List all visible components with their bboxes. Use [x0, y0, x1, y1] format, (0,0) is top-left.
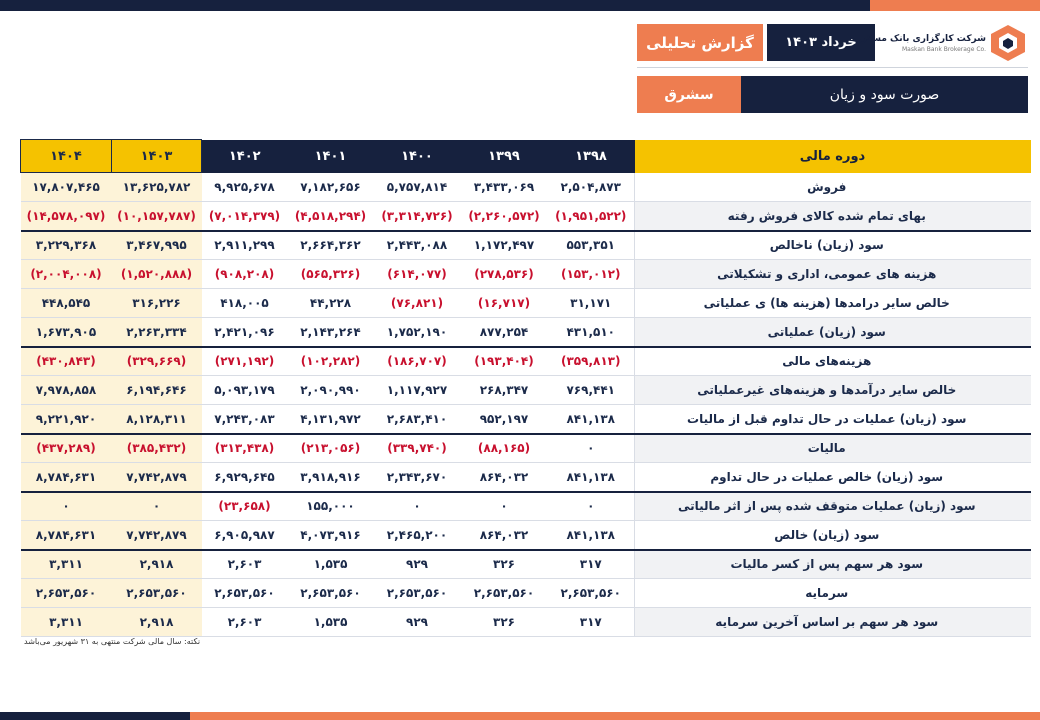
table-row-gross-profit	[21, 231, 1031, 260]
cell-value: (۱,۵۲۰,۸۸۸)	[112, 260, 202, 289]
cell-value: ۱,۷۵۲,۱۹۰	[374, 318, 461, 347]
row-label: سود (زیان) ناخالص	[635, 231, 1031, 260]
cell-value: ۲,۴۲۱,۰۹۶	[202, 318, 288, 347]
report-date-badge: خرداد ۱۴۰۳	[767, 24, 875, 61]
cell-value: (۱۴,۵۷۸,۰۹۷)	[21, 202, 112, 231]
row-label: فروش	[635, 173, 1031, 202]
cell-value: ۴,۱۳۱,۹۷۲	[288, 405, 374, 434]
cell-value: (۶۱۴,۰۷۷)	[374, 260, 461, 289]
table-row-tax	[21, 434, 1031, 463]
year-header-1402: ۱۴۰۲	[202, 140, 288, 173]
cell-value: ۱,۵۳۵	[288, 608, 374, 637]
cell-value: ۶,۱۹۴,۶۴۶	[112, 376, 202, 405]
cell-value: (۱۹۳,۴۰۴)	[461, 347, 548, 376]
cell-value: ۲,۹۱۸	[112, 550, 202, 579]
cell-value: ۲,۶۵۳,۵۶۰	[374, 579, 461, 608]
company-logo-text	[858, 33, 986, 53]
cell-value: ۲,۴۶۵,۲۰۰	[374, 521, 461, 550]
cell-value: (۳۱۳,۴۳۸)	[202, 434, 288, 463]
cell-value: (۵۶۵,۳۲۶)	[288, 260, 374, 289]
statement-title: صورت سود و زیان	[741, 76, 1028, 113]
top-accent-bar-navy	[0, 0, 870, 11]
cell-value: ۲,۰۹۰,۹۹۰	[288, 376, 374, 405]
cell-value: ۷,۹۷۸,۸۵۸	[21, 376, 112, 405]
cell-value: ۲,۶۶۴,۳۶۲	[288, 231, 374, 260]
cell-value: ۱۵۵,۰۰۰	[288, 492, 374, 521]
cell-value: ۸,۷۸۴,۶۳۱	[21, 463, 112, 492]
company-logo	[858, 20, 1028, 66]
row-label: سود (زیان) عملیات متوقف شده پس از اثر مالیاتی	[635, 492, 1031, 521]
table-row-eps-latest-capital	[21, 608, 1031, 637]
row-label: هزینه های عمومی، اداری و تشکیلاتی	[635, 260, 1031, 289]
row-label: بهای تمام شده کالای فروش رفته	[635, 202, 1031, 231]
cell-value: ۶,۹۰۵,۹۸۷	[202, 521, 288, 550]
company-name-en: Maskan Bank Brokerage Co.	[902, 45, 986, 53]
period-label-header: دوره مالی	[635, 140, 1031, 173]
cell-value: ۳,۳۱۱	[21, 550, 112, 579]
row-label: مالیات	[635, 434, 1031, 463]
cell-value: ۸۴۱,۱۳۸	[548, 463, 635, 492]
cell-value: ۲,۶۵۳,۵۶۰	[21, 579, 112, 608]
cell-value: ۲,۴۴۳,۰۸۸	[374, 231, 461, 260]
cell-value: (۳۵۹,۸۱۳)	[548, 347, 635, 376]
row-label: سود (زیان) خالص عملیات در حال تداوم	[635, 463, 1031, 492]
cell-value: ۰	[548, 492, 635, 521]
cell-value: (۴,۵۱۸,۲۹۴)	[288, 202, 374, 231]
cell-value: ۲,۶۰۳	[202, 608, 288, 637]
cell-value: ۹۲۹	[374, 550, 461, 579]
cell-value: (۴۳۷,۲۸۹)	[21, 434, 112, 463]
table-row-other-operating-income	[21, 289, 1031, 318]
table-row-cost-of-goods-sold	[21, 202, 1031, 231]
row-label: سرمایه	[635, 579, 1031, 608]
cell-value: ۹۵۲,۱۹۷	[461, 405, 548, 434]
cell-value: ۸۴۱,۱۳۸	[548, 405, 635, 434]
row-label: خالص سایر درآمدها و هزینه‌های غیرعملیاتی	[635, 376, 1031, 405]
year-header-1399: ۱۳۹۹	[461, 140, 548, 173]
year-header-1403: ۱۴۰۳	[112, 140, 202, 173]
cell-value: ۰	[548, 434, 635, 463]
cell-value: ۳۱۷	[548, 550, 635, 579]
cell-value: ۵۵۳,۳۵۱	[548, 231, 635, 260]
cell-value: ۲,۶۵۳,۵۶۰	[112, 579, 202, 608]
cell-value: (۱۰۲,۲۸۲)	[288, 347, 374, 376]
cell-value: (۸۸,۱۶۵)	[461, 434, 548, 463]
income-statement-table	[20, 139, 1031, 637]
year-header-1400: ۱۴۰۰	[374, 140, 461, 173]
ticker-badge: سشرق	[637, 76, 741, 113]
cell-value: ۳۱۶,۲۲۶	[112, 289, 202, 318]
table-row-operating-profit	[21, 318, 1031, 347]
cell-value: (۲۳,۶۵۸)	[202, 492, 288, 521]
cell-value: (۱۶,۷۱۷)	[461, 289, 548, 318]
cell-value: ۳,۴۳۳,۰۶۹	[461, 173, 548, 202]
year-header-1401: ۱۴۰۱	[288, 140, 374, 173]
cell-value: (۱۸۶,۷۰۷)	[374, 347, 461, 376]
cell-value: ۳,۹۱۸,۹۱۶	[288, 463, 374, 492]
cell-value: ۳۲۶	[461, 608, 548, 637]
company-logo-icon	[988, 23, 1028, 63]
cell-value: ۳۲۶	[461, 550, 548, 579]
cell-value: ۵,۷۵۷,۸۱۴	[374, 173, 461, 202]
cell-value: ۲,۹۱۸	[112, 608, 202, 637]
year-header-1404: ۱۴۰۴	[21, 140, 112, 173]
cell-value: ۶,۹۲۹,۶۴۵	[202, 463, 288, 492]
cell-value: ۴۴۸,۵۴۵	[21, 289, 112, 318]
table-row-finance-costs	[21, 347, 1031, 376]
cell-value: ۰	[21, 492, 112, 521]
cell-value: ۲,۶۵۳,۵۶۰	[461, 579, 548, 608]
cell-value: (۲,۲۶۰,۵۷۲)	[461, 202, 548, 231]
row-label: سود (زیان) خالص	[635, 521, 1031, 550]
table-row-continuing-net-profit	[21, 463, 1031, 492]
cell-value: (۲۷۸,۵۳۶)	[461, 260, 548, 289]
cell-value: ۷,۲۴۳,۰۸۳	[202, 405, 288, 434]
cell-value: (۱,۹۵۱,۵۲۲)	[548, 202, 635, 231]
cell-value: ۸,۷۸۴,۶۳۱	[21, 521, 112, 550]
table-header-row	[21, 140, 1031, 173]
row-label: سود هر سهم بر اساس آخرین سرمایه	[635, 608, 1031, 637]
cell-value: ۱,۵۳۵	[288, 550, 374, 579]
cell-value: (۳۸۵,۴۳۲)	[112, 434, 202, 463]
cell-value: ۳,۴۶۷,۹۹۵	[112, 231, 202, 260]
cell-value: ۹,۹۲۵,۶۷۸	[202, 173, 288, 202]
cell-value: ۸,۱۲۸,۳۱۱	[112, 405, 202, 434]
table-row-capital	[21, 579, 1031, 608]
cell-value: ۵,۰۹۳,۱۷۹	[202, 376, 288, 405]
cell-value: ۲,۵۰۴,۸۷۳	[548, 173, 635, 202]
cell-value: ۱,۱۱۷,۹۲۷	[374, 376, 461, 405]
cell-value: ۳,۲۲۹,۳۶۸	[21, 231, 112, 260]
cell-value: (۹۰۸,۲۰۸)	[202, 260, 288, 289]
report-type-badge: گزارش تحلیلی	[637, 24, 763, 61]
cell-value: (۳۳۹,۷۴۰)	[374, 434, 461, 463]
cell-value: ۹,۲۲۱,۹۲۰	[21, 405, 112, 434]
cell-value: ۸۶۴,۰۳۲	[461, 521, 548, 550]
cell-value: ۰	[374, 492, 461, 521]
row-label: سود (زیان) عملیات در حال تداوم قبل از مالیات	[635, 405, 1031, 434]
bottom-accent-bar-orange	[190, 712, 1040, 720]
cell-value: ۷۶۹,۴۴۱	[548, 376, 635, 405]
cell-value: ۸۶۴,۰۳۲	[461, 463, 548, 492]
cell-value: ۲,۲۶۳,۳۳۴	[112, 318, 202, 347]
cell-value: ۳۱,۱۷۱	[548, 289, 635, 318]
cell-value: ۲,۶۸۳,۴۱۰	[374, 405, 461, 434]
year-header-1398: ۱۳۹۸	[548, 140, 635, 173]
cell-value: ۴۱۸,۰۰۵	[202, 289, 288, 318]
row-label: سود (زیان) عملیاتی	[635, 318, 1031, 347]
cell-value: ۳,۳۱۱	[21, 608, 112, 637]
cell-value: ۴,۰۷۳,۹۱۶	[288, 521, 374, 550]
cell-value: ۰	[461, 492, 548, 521]
cell-value: ۹۲۹	[374, 608, 461, 637]
cell-value: ۲,۶۵۳,۵۶۰	[202, 579, 288, 608]
cell-value: (۳,۳۱۴,۷۲۶)	[374, 202, 461, 231]
bottom-accent-bar-navy	[0, 712, 190, 720]
table-row-non-operating-income	[21, 376, 1031, 405]
row-label: هزینه‌های مالی	[635, 347, 1031, 376]
company-name: شرکت کارگزاری بانک مسکن	[858, 33, 986, 44]
table-row-discontinued-operations	[21, 492, 1031, 521]
cell-value: ۸۷۷,۲۵۴	[461, 318, 548, 347]
cell-value: (۱۰,۱۵۷,۷۸۷)	[112, 202, 202, 231]
table-row-sales	[21, 173, 1031, 202]
cell-value: (۲۷۱,۱۹۲)	[202, 347, 288, 376]
cell-value: ۱,۱۷۲,۴۹۷	[461, 231, 548, 260]
cell-value: (۷۶,۸۲۱)	[374, 289, 461, 318]
cell-value: ۲,۶۰۳	[202, 550, 288, 579]
cell-value: (۲۱۳,۰۵۶)	[288, 434, 374, 463]
table-row-net-profit	[21, 521, 1031, 550]
cell-value: ۰	[112, 492, 202, 521]
table-row-profit-before-tax	[21, 405, 1031, 434]
cell-value: (۱۵۳,۰۱۲)	[548, 260, 635, 289]
row-label: سود هر سهم پس از کسر مالیات	[635, 550, 1031, 579]
table-row-eps	[21, 550, 1031, 579]
cell-value: ۱۳,۶۲۵,۷۸۲	[112, 173, 202, 202]
cell-value: ۲,۶۵۳,۵۶۰	[548, 579, 635, 608]
fiscal-year-note: نکته: سال مالی شرکت منتهی به ۳۱ شهریور می‌باشد	[24, 637, 201, 646]
top-accent-bar-orange	[870, 0, 1040, 11]
cell-value: ۲,۳۴۳,۶۷۰	[374, 463, 461, 492]
cell-value: ۷,۱۸۲,۶۵۶	[288, 173, 374, 202]
row-label: خالص سایر درامدها (هزینه ها) ی عملیاتی	[635, 289, 1031, 318]
cell-value: ۸۴۱,۱۳۸	[548, 521, 635, 550]
table-row-admin-expenses	[21, 260, 1031, 289]
cell-value: ۲,۹۱۱,۲۹۹	[202, 231, 288, 260]
cell-value: ۲,۶۵۳,۵۶۰	[288, 579, 374, 608]
cell-value: ۲,۱۴۳,۲۶۴	[288, 318, 374, 347]
cell-value: (۳۲۹,۶۶۹)	[112, 347, 202, 376]
cell-value: ۷,۷۴۲,۸۷۹	[112, 463, 202, 492]
cell-value: ۴۴,۲۲۸	[288, 289, 374, 318]
cell-value: ۱۷,۸۰۷,۴۶۵	[21, 173, 112, 202]
cell-value: ۱,۶۷۳,۹۰۵	[21, 318, 112, 347]
header-divider	[637, 67, 1028, 68]
cell-value: ۳۱۷	[548, 608, 635, 637]
cell-value: (۲,۰۰۴,۰۰۸)	[21, 260, 112, 289]
cell-value: ۴۳۱,۵۱۰	[548, 318, 635, 347]
cell-value: ۲۶۸,۳۴۷	[461, 376, 548, 405]
cell-value: ۷,۷۴۲,۸۷۹	[112, 521, 202, 550]
cell-value: (۴۳۰,۸۴۳)	[21, 347, 112, 376]
cell-value: (۷,۰۱۴,۳۷۹)	[202, 202, 288, 231]
